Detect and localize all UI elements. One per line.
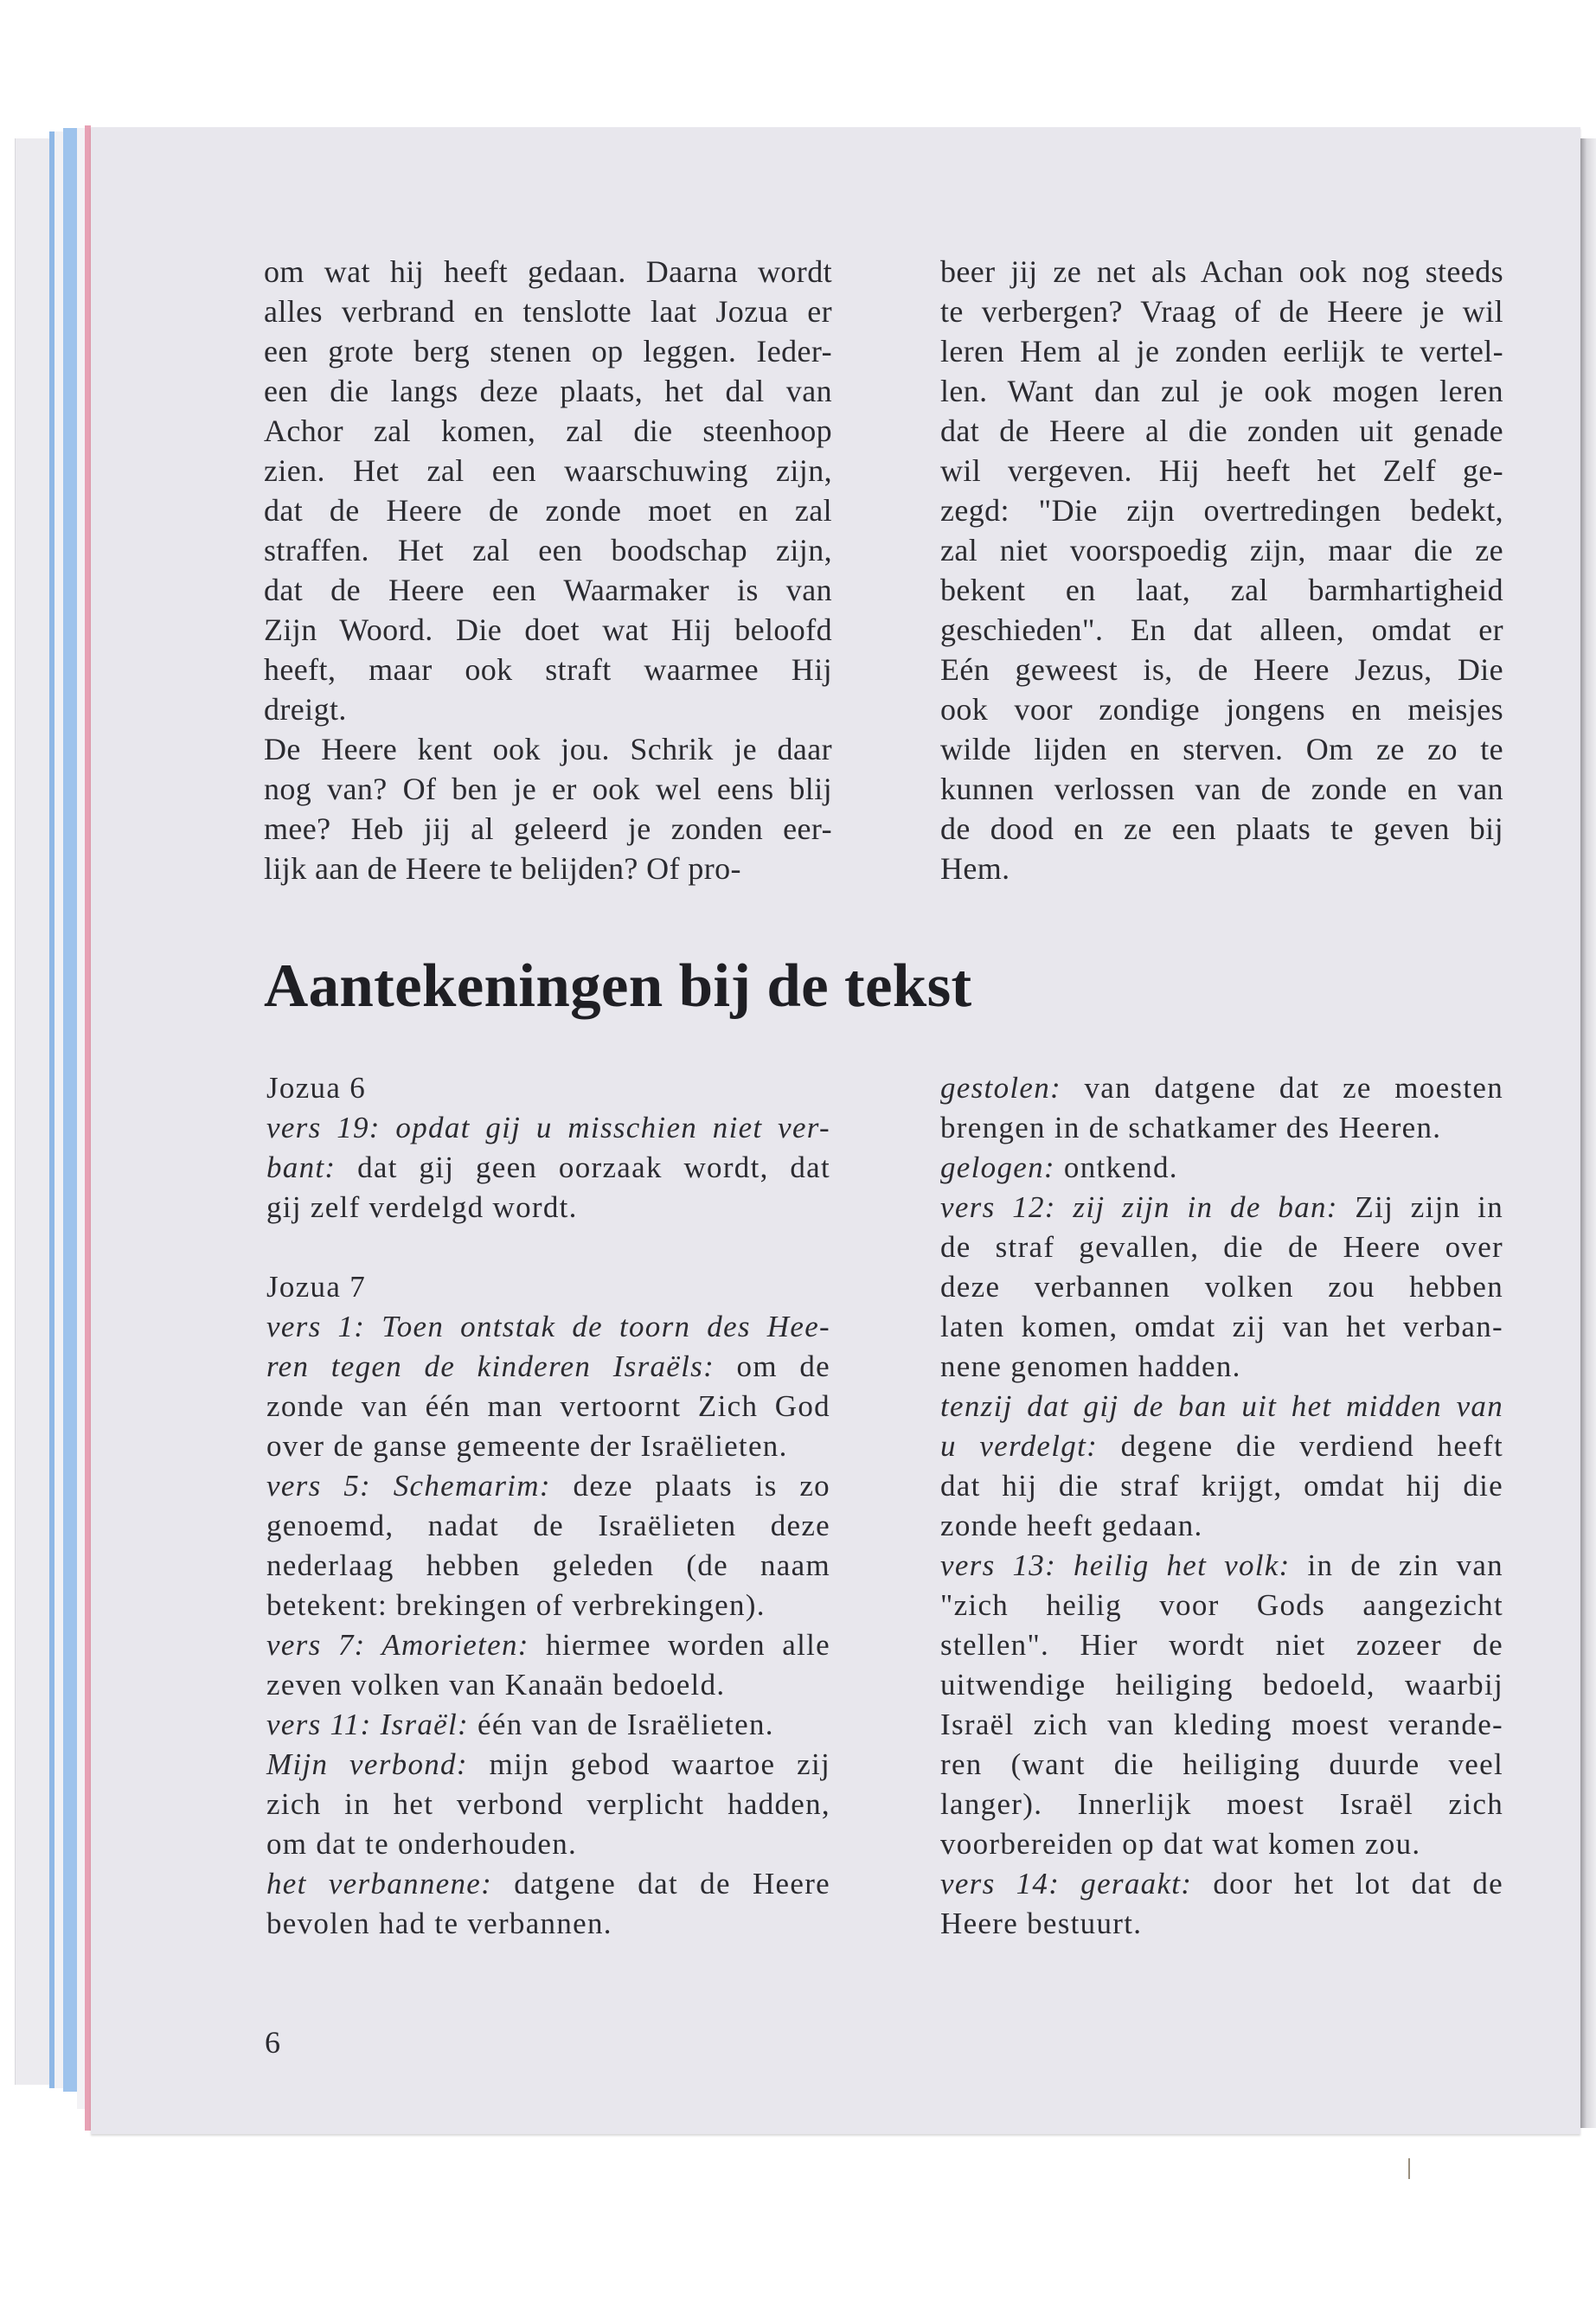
note-text: de straf gevallen, die de Heere over: [940, 1230, 1503, 1264]
text-line: een die langs deze plaats, het dal van: [264, 374, 832, 408]
note-term: het verbannene:: [266, 1867, 493, 1900]
note-entry: [940, 1387, 1503, 1546]
note-text: hiermee worden alle: [529, 1628, 830, 1662]
note-term: vers 12: zij zijn in de ban:: [940, 1190, 1338, 1224]
text-line: dreigt.: [264, 692, 347, 727]
blue-page-edge: [63, 128, 77, 2092]
note-line: [940, 1546, 1503, 1586]
note-line: [940, 1904, 1503, 1944]
note-term: gelogen:: [940, 1150, 1055, 1184]
note-text: Heere bestuurt.: [940, 1907, 1143, 1940]
note-entry: [266, 1108, 830, 1227]
note-line: [940, 1466, 1503, 1506]
note-term: tenzij dat gij de ban uit het midden van: [940, 1389, 1503, 1423]
text-line: zegd: "Die zijn overtredingen bedekt,: [940, 493, 1503, 528]
text-line: Achor zal komen, zal die steenhoop: [264, 413, 832, 448]
page-stack-edge: [77, 128, 85, 2109]
text-line: mee? Heb jij al geleerd je zonden eer-: [264, 811, 832, 846]
note-entry: [266, 1068, 830, 1108]
page-stack-edge: [15, 138, 50, 2085]
note-line: [266, 1108, 830, 1148]
note-term: vers 13: heilig het volk:: [940, 1548, 1291, 1582]
note-text: genoemd, nadat de Israëlieten deze: [266, 1509, 830, 1542]
note-term: ren tegen de kinderen Israëls:: [266, 1349, 715, 1383]
note-entry: [940, 1546, 1503, 1864]
note-text: betekent: brekingen of verbrekingen).: [266, 1588, 766, 1622]
note-line: [940, 1705, 1503, 1745]
note-term: vers 1: Toen ontstak de toorn des Hee-: [266, 1310, 830, 1343]
note-entry: [266, 1864, 830, 1944]
note-term: vers 14: geraakt:: [940, 1867, 1193, 1900]
note-text: Jozua 7: [266, 1270, 367, 1304]
note-entry: [266, 1745, 830, 1864]
note-text: van datgene dat ze moesten: [1061, 1071, 1503, 1105]
note-line: [266, 1665, 830, 1705]
note-text: degene die verdiend heeft: [1098, 1429, 1503, 1463]
note-term: vers 5: Schemarim:: [266, 1469, 551, 1503]
text-line: dat de Heere de zonde moet en zal: [264, 493, 832, 528]
note-line: [940, 1785, 1503, 1824]
note-line: [266, 1625, 830, 1665]
note-line: [940, 1307, 1503, 1347]
text-line: Zijn Woord. Die doet wat Hij beloofd: [264, 612, 832, 647]
note-line: [266, 1307, 830, 1347]
note-text: nederlaag hebben geleden (de naam: [266, 1548, 830, 1582]
note-line: [940, 1267, 1503, 1307]
note-text: ren (want die heiliging duurde veel: [940, 1747, 1503, 1781]
note-text: Zij zijn in: [1337, 1190, 1503, 1224]
page-stack-edge: [54, 131, 63, 2088]
note-text: brengen in de schatkamer des Heeren.: [940, 1111, 1442, 1144]
note-text: langer). Innerlijk moest Israël zich: [940, 1787, 1503, 1821]
note-text: in de zin van: [1290, 1548, 1503, 1582]
note-line: [940, 1387, 1503, 1426]
note-line: [266, 1824, 830, 1864]
text-line: beer jij ze net als Achan ook nog steeds: [940, 254, 1503, 289]
note-line: [940, 1148, 1503, 1188]
scan-mark: [1408, 2158, 1410, 2179]
note-line: [940, 1227, 1503, 1267]
note-entry: [266, 1466, 830, 1625]
note-line: [266, 1347, 830, 1387]
note-term: Mijn verbond:: [266, 1747, 468, 1781]
text-line: de dood en ze een plaats te geven bij: [940, 811, 1503, 846]
body-text-right-column: [940, 252, 1503, 888]
pink-page-edge: [85, 125, 91, 2131]
text-line: wilde lijden en sterven. Om ze zo te: [940, 732, 1503, 766]
text-line: len. Want dan zul je ook mogen leren: [940, 374, 1503, 408]
note-text: nene genomen hadden.: [940, 1349, 1241, 1383]
note-entry: [266, 1625, 830, 1705]
text-line: Hem.: [940, 851, 1010, 886]
book-spine-shadow: [1580, 138, 1596, 2128]
text-line: geschieden". En dat alleen, omdat er: [940, 612, 1503, 647]
note-text: datgene dat de Heere: [492, 1867, 830, 1900]
note-line: [266, 1148, 830, 1188]
text-line: alles verbrand en tenslotte laat Jozua er: [264, 294, 832, 329]
note-entry: [266, 1267, 830, 1307]
note-text: "zich heilig voor Gods aangezicht: [940, 1588, 1503, 1622]
note-text: voorbereiden op dat wat komen zou.: [940, 1827, 1421, 1861]
note-text: dat gij geen oorzaak wordt, dat: [336, 1150, 830, 1184]
note-term: u verdelgt:: [940, 1429, 1099, 1463]
note-text: bevolen had te verbannen.: [266, 1907, 612, 1940]
note-line: [266, 1705, 830, 1745]
note-line: [940, 1426, 1503, 1466]
note-line: [266, 1267, 830, 1307]
note-text: stellen". Hier wordt niet zozeer de: [940, 1628, 1503, 1662]
text-line: leren Hem al je zonden eerlijk te vertel-: [940, 334, 1503, 369]
note-line: [940, 1824, 1503, 1864]
text-line: ook voor zondige jongens en meisjes: [940, 692, 1503, 727]
note-line: [940, 1665, 1503, 1705]
note-line: [940, 1625, 1503, 1665]
note-text: door het lot dat de: [1192, 1867, 1503, 1900]
note-line: [266, 1586, 830, 1625]
paragraph: [264, 252, 832, 729]
note-entry: [940, 1188, 1503, 1387]
note-text: om de: [715, 1349, 830, 1383]
note-line: [266, 1506, 830, 1546]
note-line: [266, 1864, 830, 1904]
paragraph: [264, 729, 832, 888]
text-line: kunnen verlossen van de zonde en van: [940, 772, 1503, 806]
text-line: heeft, maar ook straft waarmee Hij: [264, 652, 832, 687]
note-text: laten komen, omdat zij van het verban-: [940, 1310, 1503, 1343]
note-term: vers 19: opdat gij u misschien niet ver-: [266, 1111, 830, 1144]
note-line: [266, 1188, 830, 1227]
note-text: over de ganse gemeente der Israëlieten.: [266, 1429, 788, 1463]
page-number: 6: [265, 2025, 280, 2060]
note-line: [266, 1387, 830, 1426]
note-text: dat hij die straf krijgt, omdat hij die: [940, 1469, 1503, 1503]
note-line: [940, 1506, 1503, 1546]
text-line: wil vergeven. Hij heeft het Zelf ge-: [940, 453, 1503, 488]
note-line: [940, 1068, 1503, 1108]
text-line: dat de Heere al die zonden uit genade: [940, 413, 1503, 448]
text-line: zien. Het zal een waarschuwing zijn,: [264, 453, 832, 488]
note-text: mijn gebod waartoe zij: [467, 1747, 830, 1781]
note-entry: [940, 1864, 1503, 1944]
note-text: zeven volken van Kanaän bedoeld.: [266, 1668, 726, 1702]
note-text: gij zelf verdelgd wordt.: [266, 1190, 578, 1224]
note-entry: [266, 1705, 830, 1745]
note-entry: [940, 1148, 1503, 1188]
note-text: ontkend.: [1054, 1150, 1178, 1184]
note-line: [940, 1347, 1503, 1387]
section-heading: Aantekeningen bij de tekst: [264, 952, 972, 1020]
text-line: lijk aan de Heere te belijden? Of pro-: [264, 851, 741, 886]
note-text: Israël zich van kleding moest verande-: [940, 1708, 1503, 1741]
note-term: vers 7: Amorieten:: [266, 1628, 529, 1662]
text-line: nog van? Of ben je er ook wel eens blij: [264, 772, 832, 806]
note-text: deze plaats is zo: [550, 1469, 830, 1503]
note-entry: [266, 1307, 830, 1466]
note-line: [266, 1785, 830, 1824]
note-line: [266, 1068, 830, 1108]
note-line: [266, 1745, 830, 1785]
note-line: [266, 1546, 830, 1586]
note-text: om dat te onderhouden.: [266, 1827, 578, 1861]
note-text: zich in het verbond verplicht hadden,: [266, 1787, 830, 1821]
text-line: Eén geweest is, de Heere Jezus, Die: [940, 652, 1503, 687]
note-text: zonde heeft gedaan.: [940, 1509, 1203, 1542]
body-text-left-column: [264, 252, 832, 888]
text-line: dat de Heere een Waarmaker is van: [264, 573, 832, 607]
text-line: te verbergen? Vraag of de Heere je wil: [940, 294, 1503, 329]
note-term: gestolen:: [940, 1071, 1061, 1105]
note-text: Jozua 6: [266, 1071, 367, 1105]
text-line: een grote berg stenen op leggen. Ieder-: [264, 334, 832, 369]
note-text: uitwendige heiliging bedoeld, waarbij: [940, 1668, 1503, 1702]
text-line: zal niet voorspoedig zijn, maar die ze: [940, 533, 1503, 567]
note-line: [940, 1188, 1503, 1227]
note-term: bant:: [266, 1150, 337, 1184]
note-line: [940, 1864, 1503, 1904]
paragraph: [940, 252, 1503, 888]
note-text: één van de Israëlieten.: [468, 1708, 774, 1741]
notes-left-column: [266, 1068, 830, 1944]
note-line: [940, 1586, 1503, 1625]
text-line: om wat hij heeft gedaan. Daarna wordt: [264, 254, 832, 289]
note-entry: [940, 1068, 1503, 1148]
note-text: deze verbannen volken zou hebben: [940, 1270, 1503, 1304]
text-line: bekent en laat, zal barmhartigheid: [940, 573, 1503, 607]
note-line: [940, 1108, 1503, 1148]
text-line: De Heere kent ook jou. Schrik je daar: [264, 732, 832, 766]
note-line: [266, 1904, 830, 1944]
spacer: [266, 1227, 830, 1267]
note-text: zonde van één man vertoornt Zich God: [266, 1389, 830, 1423]
note-line: [266, 1426, 830, 1466]
text-line: straffen. Het zal een boodschap zijn,: [264, 533, 832, 567]
note-line: [940, 1745, 1503, 1785]
note-term: vers 11: Israël:: [266, 1708, 469, 1741]
note-line: [266, 1466, 830, 1506]
notes-right-column: [940, 1068, 1503, 1944]
